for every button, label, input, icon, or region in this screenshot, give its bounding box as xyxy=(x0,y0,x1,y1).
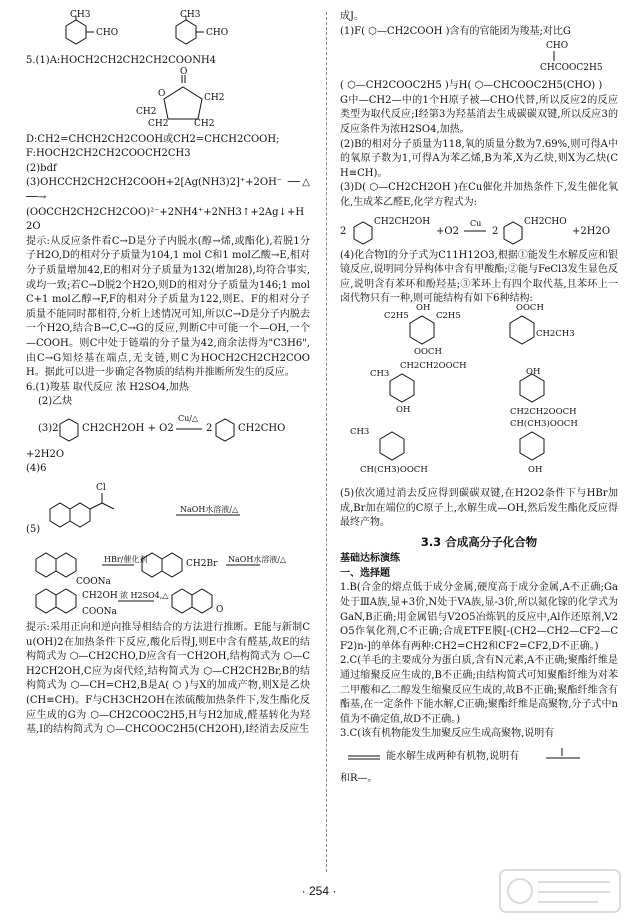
subheading-multiple-choice: 一、选择题 xyxy=(340,567,390,579)
q6-eq-product: CH2CHO xyxy=(238,422,286,434)
q3-text-c: 和R—。 xyxy=(340,773,378,784)
hint-1: 提示:从反应条件看C→D是分子内脱水(醇→烯,或酯化),若脱1分子H2O,D的相对分子质量为104,1 mol C和1 mol乙酸→E,相对分子质量增加42,E的相对分子质量为132(增加28),均符合事实,或均一致;若C→D脱2个H2O,则D的相对分子质量为146;1 mol C+1 mol乙醇→F,F的相对分子质量为122,则E、F的相对分子质量不能同时都相符,分析上述情况可知,所以C→D是分子内脱去一个H2O,结合B→C,C→G的反应,判断C中可能一个—OH,一个—COOH。则C中处于链端的分子量为42,商余法得为"C3H6",由C→G知烃基在端点,无支链,则C为HOCH2CH2CH2COOH。据此可以进一步确定各物质的结构并推断所发生的反应。 xyxy=(26,235,310,379)
structure-h-aldehyde xyxy=(340,41,618,77)
r-line9: (4)化合物I的分子式为C11H12O3,根据①能发生水解反应和银镜反应,说明同分异构体中含有甲酸酯;②能与FeCl3发生显色反应,说明含有苯环和酚羟基;③苯环上有四个取代基,且苯环上一卤代物只有一种,则可能结构有如下6种结构: xyxy=(340,249,618,305)
r-line6: (2)B的相对分子质量为118,氧的质量分数为7.69%,则可得A中的氧原子数为1,可得A为苯乙烯,B为苯,X为乙炔,则X为乙炔(CH≡CH)。 xyxy=(340,138,618,179)
structure-lactone xyxy=(26,66,310,131)
section-heading: 3.3 合成高分子化合物 xyxy=(420,534,538,549)
iso-c-ch2ch2oocH: CH2CH2OOCH xyxy=(400,360,467,371)
iso-f-oh: OH xyxy=(528,464,543,475)
q6-5-lactone-o: O xyxy=(216,605,224,616)
iso-c-oh: OH xyxy=(396,404,411,415)
lactone-ch2-b: CH2 xyxy=(204,92,225,103)
q5-part3a: (3)OHCCH2CH2CH2COOH+2[Ag(NH3)2]⁺+2OH⁻ ──△──→ xyxy=(26,177,310,203)
structure-isomers xyxy=(340,302,618,485)
q5-d: D:CH2=CHCH2CH2COOH或CH2=CHCH2COOH; xyxy=(26,133,280,145)
q5-part2: (2)bdf xyxy=(26,162,57,174)
lactone-ch2-a: CH2 xyxy=(136,106,157,117)
structure-q6-equation xyxy=(26,412,310,446)
q3-text-b: 能水解生成两种有机物,说明有 xyxy=(386,751,520,762)
q6-5-cond3: NaOH水溶液/△ xyxy=(228,555,287,565)
r-line5: G中—CH2—中的1个H原子被—CHO代替,所以反应2的反应类型为取代反应;I经第3为羟基消去生成碳碳双键,所以反应3的反应条件为浓H2SO4,加热。 xyxy=(340,94,618,135)
q6-5-coona-b: COONa xyxy=(82,607,117,618)
q6-eq-reactant: CH2CH2OH + O2 xyxy=(82,422,174,434)
lactone-o-carbonyl: O xyxy=(180,66,188,77)
iso-d-ch2ch2oocH: CH2CH2OOCH xyxy=(510,406,577,417)
isomer-structures xyxy=(340,309,618,485)
q5-f: F:HOCH2CH2CH2COOCH2CH3 xyxy=(26,148,191,160)
r-line2: (1)F( ⬡—CH2COOH )含有的官能团为羧基;对比G xyxy=(340,25,571,37)
q6-part4: (4)6 xyxy=(26,463,47,475)
choice-answer-1: 1.B(合金的熔点低于成分金属,硬度高于成分金属,A不正确;Ga处于ⅢA族,显+3价,N处于VA族,显-3价,所以氮化镓的化学式为GaN,B正确;用金属铝与V2O5冶炼钒的反应中,Al作还原剂,V2O5作氧化剂,C不正确;合成ETFE膜[-(CH2—CH2—CF2—CF2)n-]的单体有两种:CH2=CH2和CF2=CF2,D不正确。) xyxy=(340,582,618,652)
struct1-ch3-a: CH3 xyxy=(70,10,91,20)
iso-a-oh: OH xyxy=(416,302,431,313)
iso-b-oocH: OOCH xyxy=(516,302,544,313)
iso-c-ch3: CH3 xyxy=(370,368,390,379)
r-line4: ( ⬡—CH2COOC2H5 )与H( ⬡—CHCOOC2H5(CHO) ) xyxy=(340,80,603,92)
right-column xyxy=(340,10,618,787)
r8-reactant: CH2CH2OH xyxy=(374,216,431,227)
struct1-cho-b: CHO xyxy=(206,28,229,38)
r8-o2: +O2 xyxy=(436,225,459,237)
r8-cu: Cu xyxy=(470,218,482,228)
q6-part1: 6.(1)羧基 取代反应 浓 H2SO4,加热 xyxy=(26,381,189,393)
hint-2: 提示:采用正向和逆向推导相结合的方法进行推断。E能与新制Cu(OH)2在加热条件下反应,酸化后得J,则E中含有醛基,故E的结构简式为 ⬡—CH2CHO,D应含有一CH2OH,结构简式为 ⬡—CH2CH2OH,C应为卤代烃,结构简式为 ⬡—CH2CH2Br,B的结构简式为 ⬡—CH=CH2,B是A( ⬡ )与X的加成产物,则X是乙炔(CH≡CH)。F与CH3CH2OH在浓硫酸加热条件下,发生酯化反应生成的G为 ⬡—CH2COOC2H5,H与H2加成,醛基转化为羟基,I的结构简式为 ⬡—CHCOOC2H5(CH2OH),I经消去反应生 xyxy=(26,622,310,736)
subheading-basic-practice: 基础达标演练 xyxy=(340,553,400,565)
q6-5-ch2oh: CH2OH xyxy=(82,591,118,602)
q6-5-cond4: 浓 H2SO4,△ xyxy=(120,591,169,601)
methylbenzaldehyde-structures xyxy=(26,12,310,52)
r3-cho: CHO xyxy=(546,41,569,52)
iso-a-oocH: OOCH xyxy=(414,346,442,357)
lactone-ch2-d: CH2 xyxy=(194,118,215,129)
lactone-ch2-c: CH2 xyxy=(148,118,169,129)
r8-coef-a: 2 xyxy=(340,225,347,237)
r8-coef-b: 2 xyxy=(492,225,499,237)
iso-a-c2h5-1: C2H5 xyxy=(384,310,409,321)
r3-chcooc2h5: CHCOOC2H5 xyxy=(540,63,603,74)
iso-e-chch3oocH: CH(CH3)OOCH xyxy=(360,464,428,475)
q6-5-coona-a: COONa xyxy=(76,577,111,588)
watermark-logo xyxy=(498,868,622,914)
r8-water: +2H2O xyxy=(572,225,611,237)
choice-answer-2: 2.C(羊毛的主要成分为蛋白质,含有N元素,A不正确;聚酯纤维是通过缩聚反应生成的,B不正确;由结构简式可知聚酯纤维为对苯二甲酸和乙二醇发生缩聚反应生成的,故B不正确;聚酯纤维含有酯基,在一定条件下能水解,C正确;聚酯纤维是高聚物,分子式中n值为不确定值,故D不正确。) xyxy=(340,655,618,725)
choice-answer-3: 3.C(该有机物能发生加聚反应生成高聚物,说明有 xyxy=(340,728,555,740)
q6-5-cond1: NaOH水溶液/△ xyxy=(180,505,239,515)
lactone-o-ring: O xyxy=(158,88,166,99)
q6-5-cond2: HBr/催化剂 xyxy=(104,555,148,565)
r-line1: 成J。 xyxy=(340,11,365,22)
structure-methylbenzaldehydes xyxy=(26,12,310,52)
iso-e-ch3: CH3 xyxy=(350,426,370,437)
page-number: · 254 · xyxy=(301,884,337,898)
q6-5-label: (5) xyxy=(26,524,41,536)
struct1-ch3-b: CH3 xyxy=(180,10,201,20)
iso-b-ch2ch3: CH2CH3 xyxy=(536,328,575,339)
q6-eq-coef: 2 xyxy=(206,422,213,434)
q6-5-ch2br: CH2Br xyxy=(186,559,218,570)
iso-f-chch3oocH: CH(CH3)OOCH xyxy=(510,418,578,429)
column-divider xyxy=(326,12,327,872)
q6-eq-water: +2H2O xyxy=(26,448,65,460)
structure-q6-synthesis xyxy=(26,479,310,619)
r8-product: CH2CHO xyxy=(524,216,567,227)
q6-part2: (2)乙炔 xyxy=(38,396,73,408)
q6-eq-prefix: (3)2 xyxy=(38,422,59,434)
left-column xyxy=(26,10,310,738)
iso-a-c2h5-2: C2H5 xyxy=(436,310,461,321)
structure-q3 xyxy=(340,744,618,770)
q6-5-cl: Cl xyxy=(96,483,106,494)
q5-part3b: (OOCCH2CH2CH2COO)²⁻+2NH4⁺+2NH3↑+2Ag↓+H2O xyxy=(26,206,305,233)
r-line7: (3)D( ⬡—CH2CH2OH )在Cu催化并加热条件下,发生催化氧化,生成苯乙醛E,化学方程式为: xyxy=(340,182,618,208)
q5-part1: 5.(1)A:HOCH2CH2CH2CH2COONH4 xyxy=(26,55,217,66)
q6-eq-condition: Cu/△ xyxy=(178,413,199,423)
structure-r-equation xyxy=(340,213,618,247)
r-line10: (5)依次通过消去反应得到碳碳双键,在H2O2条件下与HBr加成,Br加在端位的C原子上,水解生成—OH,然后发生酯化反应得最终产物。 xyxy=(340,487,618,529)
iso-d-oh: OH xyxy=(526,366,541,377)
struct1-cho-a: CHO xyxy=(96,28,119,38)
